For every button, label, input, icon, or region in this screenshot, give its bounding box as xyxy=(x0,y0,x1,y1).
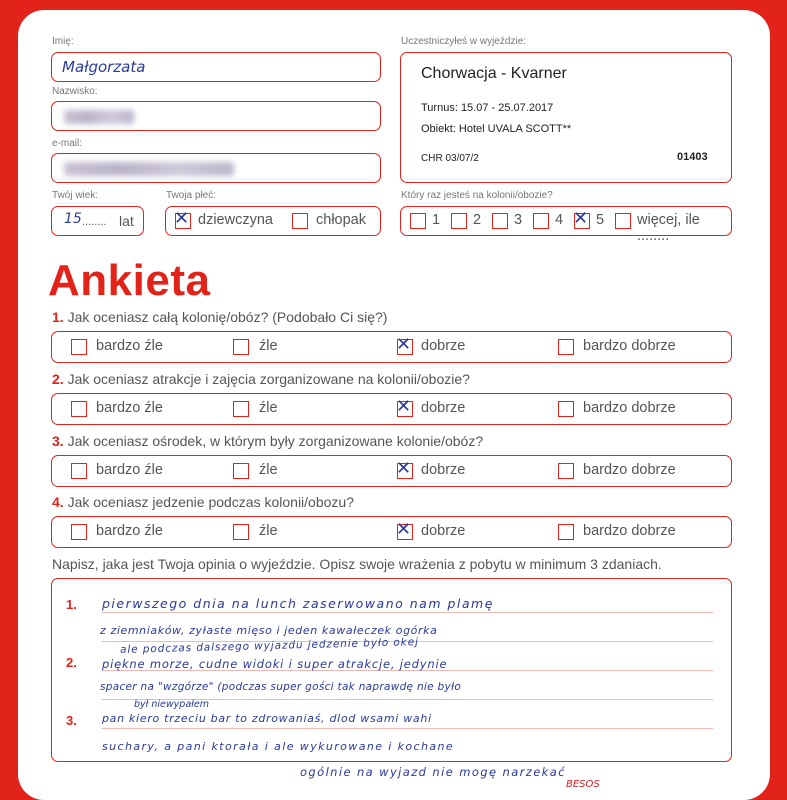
option-very-good: bardzo dobrze xyxy=(583,462,676,478)
q1-checkbox-bad[interactable] xyxy=(233,339,249,355)
q2-checkbox-very-good[interactable] xyxy=(558,401,574,417)
q2-checkbox-good[interactable] xyxy=(396,396,413,417)
name-field[interactable] xyxy=(51,52,381,82)
name-label: Imię: xyxy=(52,36,74,47)
q4-checkbox-very-good[interactable] xyxy=(558,524,574,540)
question-number: 1. xyxy=(52,309,64,325)
times-option-5: 5 xyxy=(596,212,605,228)
question-4 xyxy=(52,494,354,510)
ruled-line xyxy=(102,612,713,613)
question-text: Jak oceniasz jedzenie podczas kolonii/obozu? xyxy=(67,494,354,510)
check-mark: ✕ xyxy=(396,519,412,540)
question-number: 2. xyxy=(52,371,64,387)
q1-checkbox-good[interactable] xyxy=(396,334,413,355)
question-text: Jak oceniasz całą kolonię/obóz? (Podobało Ci się?) xyxy=(67,309,388,325)
q1-checkbox-very-bad[interactable] xyxy=(71,339,87,355)
survey-sheet xyxy=(18,10,770,800)
check-mark: ✕ xyxy=(396,334,412,355)
check-mark: ✕ xyxy=(573,208,589,229)
name-value: Małgorzata xyxy=(62,58,146,76)
email-label: e-mail: xyxy=(52,138,83,149)
q2-checkbox-very-bad[interactable] xyxy=(71,401,87,417)
gender-option-girl: dziewczyna xyxy=(198,212,273,228)
age-value: 15 xyxy=(64,211,82,227)
answer-row-2 xyxy=(51,393,732,425)
option-bad: źle xyxy=(259,523,278,539)
q3-checkbox-very-good[interactable] xyxy=(558,463,574,479)
times-checkbox-3[interactable] xyxy=(492,213,508,229)
option-very-bad: bardzo źle xyxy=(96,462,163,478)
question-text: Jak oceniasz atrakcje i zajęcia zorganizowane na kolonii/obozie? xyxy=(67,371,470,387)
times-option-3: 3 xyxy=(514,212,523,228)
opinion-line: był niewypałem xyxy=(134,699,209,710)
trip-turnus: Turnus: 15.07 - 25.07.2017 xyxy=(421,102,554,114)
q4-checkbox-bad[interactable] xyxy=(233,524,249,540)
check-mark: ✕ xyxy=(396,458,412,479)
answer-row-3 xyxy=(51,455,732,487)
q1-checkbox-very-good[interactable] xyxy=(558,339,574,355)
email-field[interactable] xyxy=(51,153,381,183)
times-option-1: 1 xyxy=(432,212,441,228)
times-field xyxy=(400,206,732,244)
trip-title: Chorwacja - Kvarner xyxy=(421,65,567,82)
gender-option-boy: chłopak xyxy=(316,212,366,228)
times-checkbox-4[interactable] xyxy=(533,213,549,229)
line-number: 1. xyxy=(66,597,77,612)
option-very-bad: bardzo źle xyxy=(96,338,163,354)
option-very-good: bardzo dobrze xyxy=(583,523,676,539)
opinion-signoff: BESOS xyxy=(566,779,600,790)
check-mark: ✕ xyxy=(174,208,190,229)
q3-checkbox-good[interactable] xyxy=(396,458,413,479)
answer-row-1 xyxy=(51,331,732,363)
gender-field xyxy=(165,206,381,236)
ruled-line xyxy=(102,728,713,729)
age-unit: lat xyxy=(119,213,134,229)
gender-checkbox-boy[interactable] xyxy=(292,213,308,229)
gender-label: Twoja płeć: xyxy=(166,190,217,201)
trip-code: CHR 03/07/2 xyxy=(421,153,479,164)
question-3 xyxy=(52,433,483,449)
question-1 xyxy=(52,309,387,325)
q3-checkbox-bad[interactable] xyxy=(233,463,249,479)
option-very-good: bardzo dobrze xyxy=(583,338,676,354)
trip-label: Uczestniczyłeś w wyjeździe: xyxy=(401,36,527,47)
line-number: 3. xyxy=(66,713,77,728)
opinion-line: piękne morze, cudne widoki i super atrakcje, jedynie xyxy=(102,657,448,671)
times-option-more: więcej, ile ........ xyxy=(637,212,700,244)
option-good: dobrze xyxy=(421,338,466,354)
times-checkbox-1[interactable] xyxy=(410,213,426,229)
q4-checkbox-very-bad[interactable] xyxy=(71,524,87,540)
opinion-line: z ziemniaków, zyłaste mięso i jeden kawałeczek ogórka xyxy=(100,624,438,637)
trip-number: 01403 xyxy=(677,151,708,163)
trip-obiekt: Obiekt: Hotel UVALA SCOTT** xyxy=(421,123,572,135)
opinion-prompt: Napisz, jaka jest Twoja opinia o wyjeździe. Opisz swoje wrażenia z pobytu w minimum 3 zdaniach. xyxy=(52,556,662,572)
times-option-2: 2 xyxy=(473,212,482,228)
question-number: 3. xyxy=(52,433,64,449)
opinion-line: pan kiero trzeciu bar to zdrowaniaś, dlod wsami wahi xyxy=(102,712,432,725)
opinion-textarea[interactable] xyxy=(51,578,732,762)
option-good: dobrze xyxy=(421,523,466,539)
opinion-line: pierwszego dnia na lunch zaserwowano nam plamę xyxy=(102,596,494,611)
option-very-good: bardzo dobrze xyxy=(583,400,676,416)
q4-checkbox-good[interactable] xyxy=(396,519,413,540)
opinion-line: spacer na "wzgórze" (podczas super gości tak naprawdę nie było xyxy=(100,681,462,693)
opinion-line: suchary, a pani ktorała i ale wykurowane i kochane xyxy=(102,740,455,753)
age-dots: ........ xyxy=(82,216,107,228)
q2-checkbox-bad[interactable] xyxy=(233,401,249,417)
option-bad: źle xyxy=(259,400,278,416)
surname-field[interactable] xyxy=(51,101,381,131)
opinion-line: ale podczas dalszego wyjazdu jedzenie było okej xyxy=(119,636,419,656)
option-very-bad: bardzo źle xyxy=(96,523,163,539)
gender-checkbox-girl[interactable] xyxy=(174,208,191,229)
option-very-bad: bardzo źle xyxy=(96,400,163,416)
times-checkbox-2[interactable] xyxy=(451,213,467,229)
redacted-surname xyxy=(64,110,134,124)
times-checkbox-more[interactable] xyxy=(615,213,631,229)
answer-row-4 xyxy=(51,516,732,548)
check-mark: ✕ xyxy=(396,396,412,417)
age-label: Twój wiek: xyxy=(52,190,99,201)
redacted-email xyxy=(64,162,234,176)
option-good: dobrze xyxy=(421,462,466,478)
question-text: Jak oceniasz ośrodek, w którym były zorganizowane kolonie/obóz? xyxy=(67,433,484,449)
opinion-line: ogólnie na wyjazd nie mogę narzekać xyxy=(300,765,566,779)
age-field[interactable] xyxy=(51,206,144,236)
option-bad: źle xyxy=(259,462,278,478)
trip-info-box xyxy=(400,52,732,183)
times-checkbox-5[interactable] xyxy=(573,208,590,229)
option-bad: źle xyxy=(259,338,278,354)
q3-checkbox-very-bad[interactable] xyxy=(71,463,87,479)
line-number: 2. xyxy=(66,655,77,670)
question-number: 4. xyxy=(52,494,64,510)
option-good: dobrze xyxy=(421,400,466,416)
times-label: Który raz jesteś na kolonii/obozie? xyxy=(401,190,553,201)
survey-title: Ankieta xyxy=(48,256,211,305)
surname-label: Nazwisko: xyxy=(52,86,98,97)
question-2 xyxy=(52,371,470,387)
times-option-4: 4 xyxy=(555,212,564,228)
